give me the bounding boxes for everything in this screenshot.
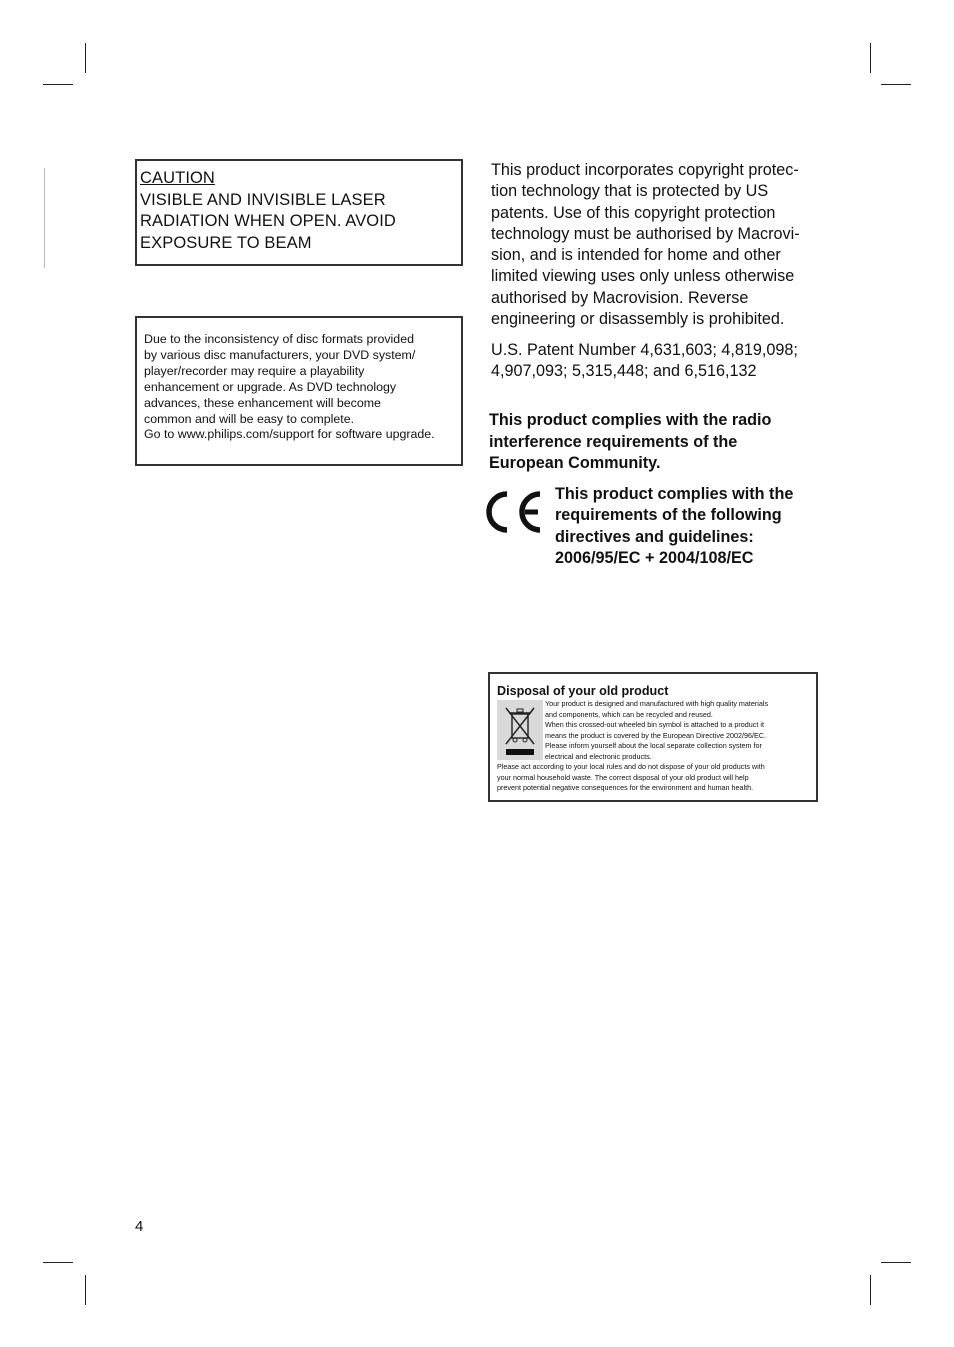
notice-line: Due to the inconsistency of disc formats provided xyxy=(144,332,414,346)
caution-line: VISIBLE AND INVISIBLE LASER xyxy=(140,190,386,209)
copyright-line: sion, and is intended for home and other xyxy=(491,246,781,265)
caution-line: EXPOSURE TO BEAM xyxy=(140,233,312,252)
crop-mark xyxy=(881,84,911,85)
copyright-line: limited viewing uses only unless otherwise xyxy=(491,267,795,286)
disposal-line: your normal household waste. The correct disposal of your old product will help xyxy=(497,772,749,782)
copyright-paragraph xyxy=(491,160,821,330)
caution-line: RADIATION WHEN OPEN. AVOID xyxy=(140,212,396,230)
radio-line: European Community. xyxy=(489,454,661,473)
disposal-line: means the product is covered by the European Directive 2002/96/EC. xyxy=(545,730,766,740)
crop-mark xyxy=(881,1262,911,1263)
disposal-line: Please act according to your local rules and do not dispose of your old products with xyxy=(497,762,765,771)
crop-mark xyxy=(43,84,73,85)
notice-line: advances, these enhancement will become xyxy=(144,395,381,410)
ce-line: requirements of the following xyxy=(555,506,782,525)
disposal-line: electrical and electronic products. xyxy=(545,751,652,761)
radio-compliance xyxy=(489,410,819,475)
disposal-box xyxy=(488,672,818,802)
crop-mark xyxy=(85,43,86,73)
crop-mark xyxy=(870,1275,871,1305)
notice-line: Go to www.philips.com/support for software upgrade. xyxy=(144,427,435,442)
disposal-text-indented xyxy=(545,699,768,762)
patent-line: U.S. Patent Number 4,631,603; 4,819,098; xyxy=(491,341,798,359)
copyright-line: This product incorporates copyright protec- xyxy=(491,161,799,179)
copyright-line: tion technology that is protected by US xyxy=(491,182,769,201)
caution-box xyxy=(135,159,463,266)
ce-line: This product complies with the xyxy=(555,485,794,503)
page-number: 4 xyxy=(135,1218,144,1235)
caution-heading: CAUTION xyxy=(140,169,215,187)
ce-line: 2006/95/EC + 2004/108/EC xyxy=(555,549,754,568)
notice-line: by various disc manufacturers, your DVD system/ xyxy=(144,347,416,362)
disposal-line: Please inform yourself about the local separate collection system for xyxy=(545,741,762,750)
disc-format-notice xyxy=(135,316,463,466)
ce-compliance xyxy=(555,484,825,570)
disposal-title: Disposal of your old product xyxy=(497,684,669,698)
patent-line: 4,907,093; 5,315,448; and 6,516,132 xyxy=(491,362,757,381)
notice-line: player/recorder may require a playability xyxy=(144,363,365,378)
copyright-line: technology must be authorised by Macrovi- xyxy=(491,224,800,243)
radio-line: interference requirements of the xyxy=(489,432,738,451)
disposal-text-full xyxy=(497,762,765,794)
ce-mark-icon xyxy=(480,488,546,536)
copyright-line: engineering or disassembly is prohibited. xyxy=(491,310,785,329)
margin-line xyxy=(44,168,45,268)
crossed-bin-icon xyxy=(497,700,543,760)
notice-line: common and will be easy to complete. xyxy=(144,411,355,426)
copyright-line: patents. Use of this copyright protection xyxy=(491,203,776,222)
disposal-line: Your product is designed and manufactured with high quality materials xyxy=(545,699,769,708)
disposal-line: When this crossed-out wheeled bin symbol is attached to a product it xyxy=(545,720,764,729)
radio-line: This product complies with the radio xyxy=(489,411,772,429)
disposal-line: and components, which can be recycled and reused. xyxy=(545,709,713,719)
notice-line: enhancement or upgrade. As DVD technology xyxy=(144,379,397,394)
disposal-line: prevent potential negative consequences for the environment and human health. xyxy=(497,783,754,792)
patent-numbers xyxy=(491,340,821,383)
copyright-line: authorised by Macrovision. Reverse xyxy=(491,288,749,307)
ce-line: directives and guidelines: xyxy=(555,527,754,546)
crop-mark xyxy=(85,1275,86,1305)
crop-mark xyxy=(870,43,871,73)
crop-mark xyxy=(43,1262,73,1263)
